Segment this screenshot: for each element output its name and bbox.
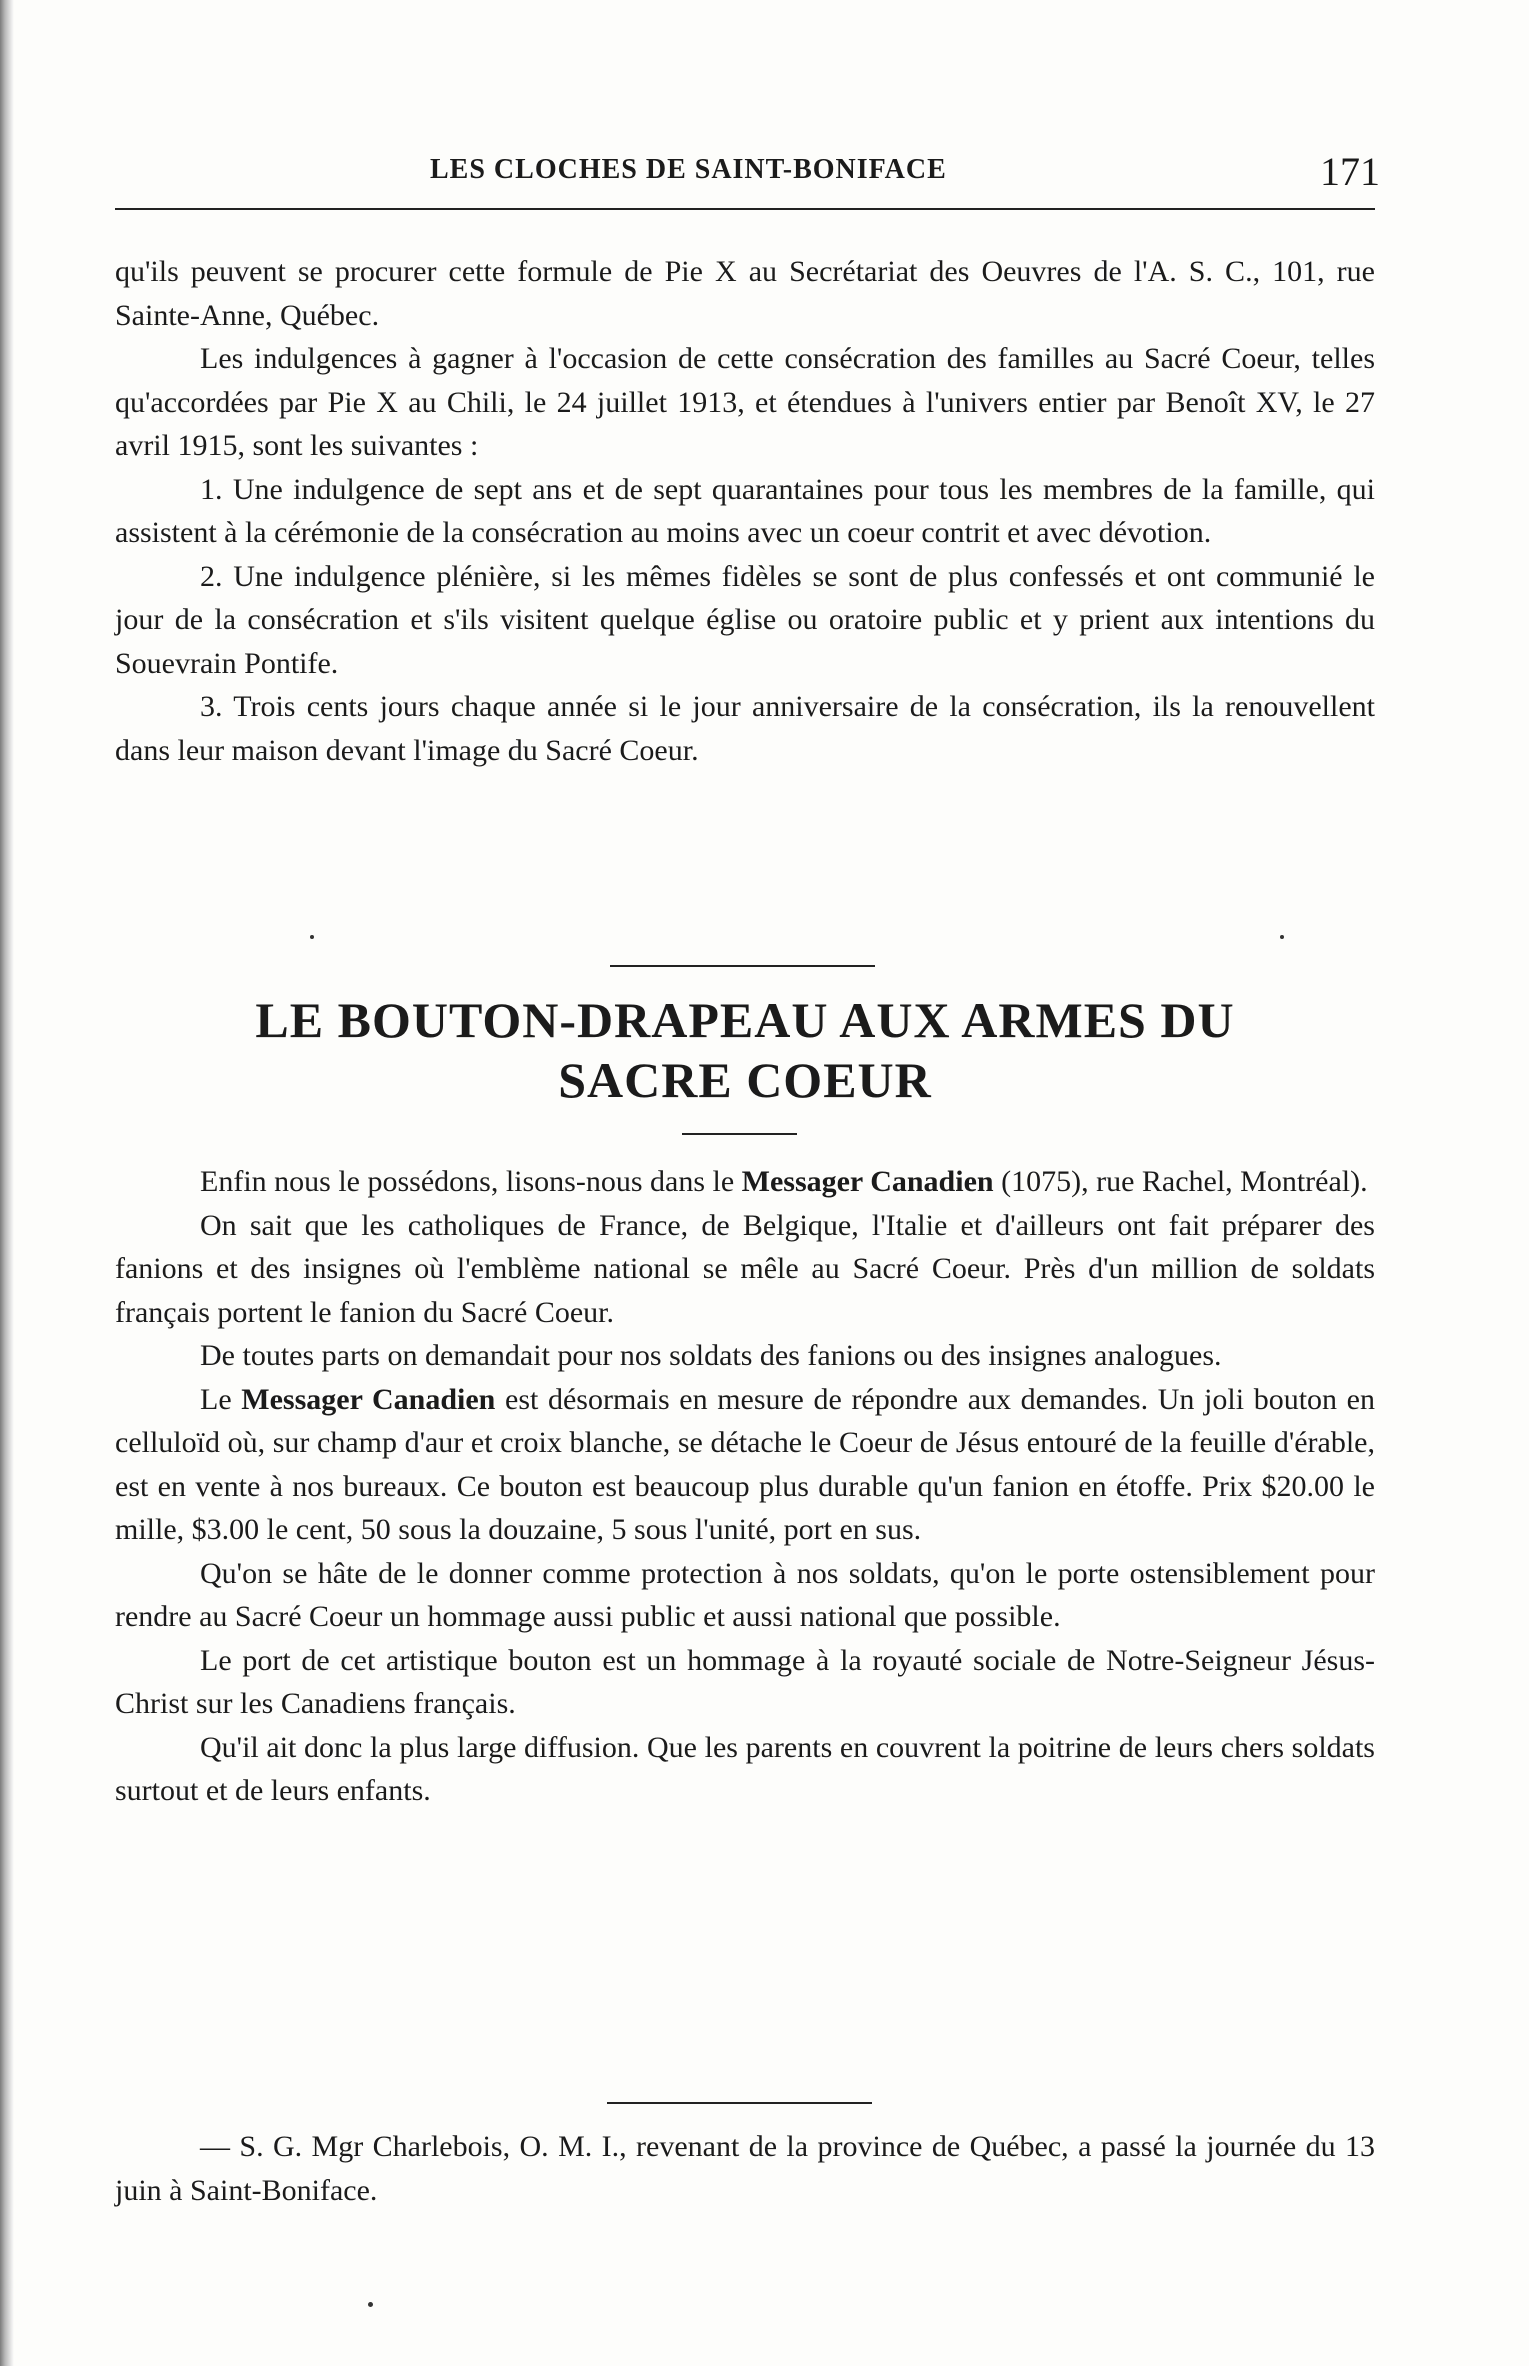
ink-speck [1280, 935, 1284, 939]
paragraph-catholiques: On sait que les catholiques de France, de Belgique, l'Italie et d'ailleurs ont fait préparer des fanions et des insignes où l'emblème national se mêle au Sacré Coeur. Près d'un million de soldats français portent le fanion du Sacré Coeur. [115, 1208, 1375, 1329]
consecration-text [115, 250, 1375, 772]
paragraph-charlebois: — S. G. Mgr Charlebois, O. M. I., revenant de la province de Québec, a passé la journée du 13 juin à Saint-Boniface. [115, 2130, 1375, 2207]
paragraph-indulgence-2: 2. Une indulgence plénière, si les mêmes fidèles se sont de plus confessés et ont communié le jour de la consécration et s'ils visitent quelque église ou oratoire public et y prient aux intentions du Souevrain Pontife. [115, 559, 1375, 680]
paragraph-enfin [115, 1160, 1375, 1204]
section-heading [115, 990, 1375, 1110]
paragraph-indulgences: Les indulgences à gagner à l'occasion de cette consécration des familles au Sacré Coeur, telles qu'accordées par Pie X au Chili, le 24 juillet 1913, et étendues à l'univers entier par Benoît XV, le 27 avril 1915, sont les suivantes : [115, 342, 1375, 462]
header-rule [115, 208, 1375, 210]
messager-canadien-title-2: Messager Canadien [241, 1382, 496, 1416]
paragraph-royaute: Le port de cet artistique bouton est un hommage à la royauté sociale de Notre-Seigneur Jésus-Christ sur les Canadiens français. [115, 1643, 1375, 1720]
news-separator-rule [607, 2102, 872, 2104]
running-head [110, 150, 1380, 202]
section-separator-rule [610, 965, 875, 967]
paragraph-bouton-lead: Le [200, 1382, 242, 1416]
ink-speck [368, 2302, 373, 2307]
page-number: 171 [1320, 149, 1380, 194]
heading-underline-rule [682, 1133, 797, 1135]
paragraph-bouton-tail: est désormais en mesure de répondre aux demandes. Un joli bouton en celluloïd où, sur champ d'aur et croix blanche, se détache le Coeur de Jésus entouré de la feuille d'érable, est en vente à nos bureaux. Ce bouton est beaucoup plus durable qu'un fanion en étoffe. Prix $20.00 le mille, $3.00 le cent, 50 sous la douzaine, 5 sous l'unité, port en sus. [115, 1382, 1375, 1546]
paragraph-diffusion: Qu'il ait donc la plus large diffusion. Que les parents en couvrent la poitrine de leurs chers soldats surtout et de leurs enfants. [115, 1730, 1375, 1807]
paragraph-enfin-tail: (1075), rue Rachel, Montréal). [993, 1165, 1368, 1198]
paragraph-formula: qu'ils peuvent se procurer cette formule de Pie X au Secrétariat des Oeuvres de l'A. S. C., 101, rue Sainte-Anne, Québec. [115, 255, 1375, 332]
ink-speck [310, 935, 314, 939]
paragraph-bouton [115, 1378, 1375, 1552]
paragraph-indulgence-3: 3. Trois cents jours chaque année si le jour anniversaire de la consécration, ils la renouvellent dans leur maison devant l'image du Sacré Coeur. [115, 690, 1375, 767]
page-binding-edge [0, 0, 14, 2366]
messager-canadien-title: Messager Canadien [741, 1165, 994, 1198]
section-heading-line-2: SACRE COEUR [558, 1052, 932, 1108]
paragraph-protection: Qu'on se hâte de le donner comme protection à nos soldats, qu'on le porte ostensiblement pour rendre au Sacré Coeur un hommage aussi public et aussi national que possible. [115, 1556, 1375, 1633]
paragraph-enfin-lead: Enfin nous le possédons, lisons-nous dans le [200, 1165, 742, 1198]
running-head-title: LES CLOCHES DE SAINT-BONIFACE [430, 154, 947, 185]
section-heading-line-1: LE BOUTON-DRAPEAU AUX ARMES DU [255, 992, 1235, 1048]
paragraph-indulgence-1: 1. Une indulgence de sept ans et de sept quarantaines pour tous les membres de la famille, qui assistent à la cérémonie de la consécration au moins avec un coeur contrit et avec dévotion. [115, 472, 1375, 549]
news-text [115, 2125, 1375, 2212]
paragraph-fanions: De toutes parts on demandait pour nos soldats des fanions ou des insignes analogues. [200, 1339, 1222, 1372]
article-text [115, 1160, 1375, 1813]
